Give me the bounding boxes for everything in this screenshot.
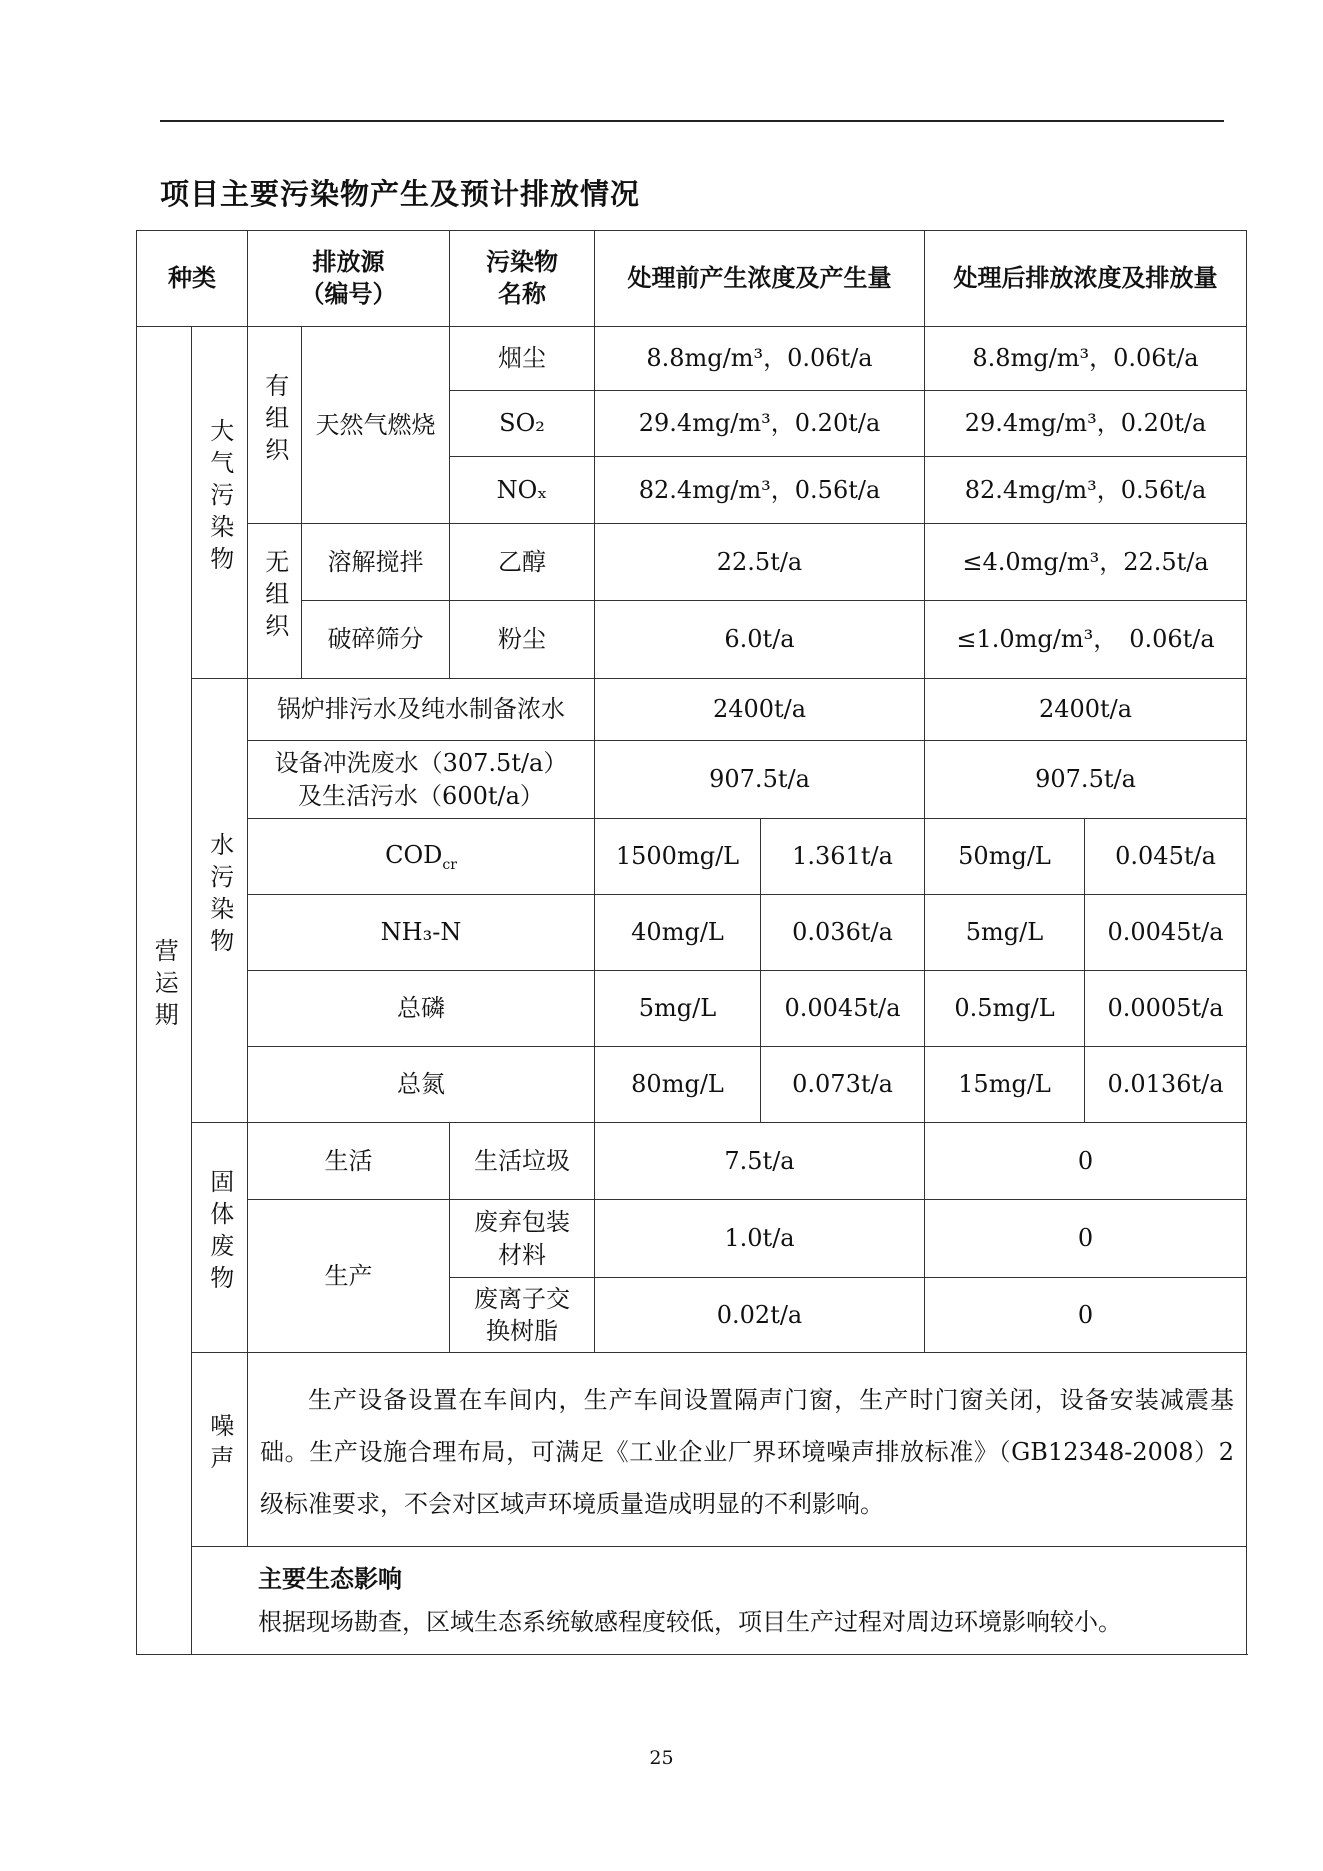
wash-name-line2: 及生活污水（600t/a） xyxy=(298,781,544,810)
header-pollutant-line1: 污染物 xyxy=(486,248,558,277)
table-row xyxy=(137,679,1247,741)
unorganized-cell xyxy=(248,524,302,679)
header-kind: 种类 xyxy=(137,231,248,327)
period-cell xyxy=(137,327,192,1655)
cod-name-main: COD xyxy=(385,840,443,869)
cod-name-sub: cr xyxy=(442,856,457,873)
tn-after-conc: 15mg/L xyxy=(925,1047,1085,1123)
table-row xyxy=(137,1200,1247,1278)
ecology-title: 主要生态影响 xyxy=(258,1565,402,1594)
tp-before-amt: 0.0045t/a xyxy=(761,971,925,1047)
nox-name: NOₓ xyxy=(450,457,595,524)
resin-name-line2: 换树脂 xyxy=(486,1317,558,1345)
table-row xyxy=(137,1547,1247,1655)
pack-after: 0 xyxy=(925,1200,1247,1278)
tp-name: 总磷 xyxy=(248,971,595,1047)
so2-name: SO₂ xyxy=(450,391,595,457)
pollutant-table xyxy=(136,230,1247,1655)
tn-after-amt: 0.0136t/a xyxy=(1085,1047,1247,1123)
ethanol-name: 乙醇 xyxy=(450,524,595,601)
organized-cell xyxy=(248,327,302,524)
cod-before-conc: 1500mg/L xyxy=(595,819,761,895)
dust-name: 粉尘 xyxy=(450,601,595,679)
ecology-cell xyxy=(192,1547,1247,1655)
nh3n-name: NH₃-N xyxy=(248,895,595,971)
so2-before: 29.4mg/m³，0.20t/a xyxy=(595,391,925,457)
pack-name-line2: 材料 xyxy=(498,1240,546,1269)
header-pollutant xyxy=(450,231,595,327)
wash-name xyxy=(248,741,595,819)
cod-after-conc: 50mg/L xyxy=(925,819,1085,895)
production-source: 生产 xyxy=(248,1200,450,1353)
unorganized-label: 无组织 xyxy=(260,548,289,645)
cod-after-amt: 0.045t/a xyxy=(1085,819,1247,895)
page-number: 25 xyxy=(649,1747,674,1769)
tn-before-conc: 80mg/L xyxy=(595,1047,761,1123)
period-label: 营运期 xyxy=(150,938,179,1035)
dust-before: 6.0t/a xyxy=(595,601,925,679)
table-row xyxy=(137,971,1247,1047)
table-row xyxy=(137,601,1247,679)
header-pollutant-line2: 名称 xyxy=(498,279,546,308)
nox-before: 82.4mg/m³，0.56t/a xyxy=(595,457,925,524)
life-source: 生活 xyxy=(248,1123,450,1200)
header-source-line2: （编号） xyxy=(300,279,397,308)
smoke-name: 烟尘 xyxy=(450,327,595,391)
solid-label: 固体废物 xyxy=(205,1169,234,1298)
tn-name: 总氮 xyxy=(248,1047,595,1123)
nh3n-after-amt: 0.0045t/a xyxy=(1085,895,1247,971)
air-category-cell xyxy=(192,327,248,679)
life-after: 0 xyxy=(925,1123,1247,1200)
wash-name-line1: 设备冲洗废水（307.5t/a） xyxy=(274,749,568,778)
ethanol-source: 溶解搅拌 xyxy=(302,524,450,601)
gas-source-cell xyxy=(302,327,450,524)
ecology-text: 根据现场勘查，区域生态系统敏感程度较低，项目生产过程对周边环境影响较小。 xyxy=(258,1607,1122,1636)
pack-name xyxy=(450,1200,595,1278)
table-row xyxy=(137,1353,1247,1547)
table-row xyxy=(137,741,1247,819)
so2-after: 29.4mg/m³，0.20t/a xyxy=(925,391,1247,457)
header-source xyxy=(248,231,450,327)
dust-source: 破碎筛分 xyxy=(302,601,450,679)
table-row xyxy=(137,1123,1247,1200)
boiler-before: 2400t/a xyxy=(595,679,925,741)
table-header-row xyxy=(137,231,1247,327)
nh3n-before-amt: 0.036t/a xyxy=(761,895,925,971)
resin-name-line1: 废离子交 xyxy=(474,1284,570,1313)
water-category-cell xyxy=(192,679,248,1123)
cod-before-amt: 1.361t/a xyxy=(761,819,925,895)
header-source-line1: 排放源 xyxy=(312,248,385,277)
noise-label: 噪声 xyxy=(205,1413,234,1478)
dust-after: ≤1.0mg/m³， 0.06t/a xyxy=(925,601,1247,679)
ethanol-before: 22.5t/a xyxy=(595,524,925,601)
tp-after-conc: 0.5mg/L xyxy=(925,971,1085,1047)
pack-before: 1.0t/a xyxy=(595,1200,925,1278)
boiler-after: 2400t/a xyxy=(925,679,1247,741)
header-after: 处理后排放浓度及排放量 xyxy=(925,231,1247,327)
nh3n-before-conc: 40mg/L xyxy=(595,895,761,971)
noise-text: 生产设备设置在车间内，生产车间设置隔声门窗，生产时门窗关闭，设备安装减震基础。生产设施合理布局，可满足《工业企业厂界环境噪声排放标准》（GB12348-2008）2级标准要求，不会对区域声环境质量造成明显的不利影响。 xyxy=(260,1385,1234,1518)
header-before: 处理前产生浓度及产生量 xyxy=(595,231,925,327)
noise-category-cell xyxy=(192,1353,248,1547)
cod-name xyxy=(248,819,595,895)
solid-category-cell xyxy=(192,1123,248,1353)
smoke-after: 8.8mg/m³，0.06t/a xyxy=(925,327,1247,391)
table-row xyxy=(137,1047,1247,1123)
table-row xyxy=(137,895,1247,971)
ethanol-after: ≤4.0mg/m³，22.5t/a xyxy=(925,524,1247,601)
noise-cell xyxy=(248,1353,1247,1547)
header-rule xyxy=(160,120,1224,122)
pack-name-line1: 废弃包装 xyxy=(474,1208,570,1237)
table-row xyxy=(137,524,1247,601)
air-label: 大气污染物 xyxy=(205,418,234,579)
resin-after: 0 xyxy=(925,1278,1247,1353)
nh3n-after-conc: 5mg/L xyxy=(925,895,1085,971)
gas-source-label: 天然气燃烧 xyxy=(315,410,436,439)
tp-before-conc: 5mg/L xyxy=(595,971,761,1047)
tp-after-amt: 0.0005t/a xyxy=(1085,971,1247,1047)
table-row xyxy=(137,327,1247,391)
life-before: 7.5t/a xyxy=(595,1123,925,1200)
tn-before-amt: 0.073t/a xyxy=(761,1047,925,1123)
water-label: 水污染物 xyxy=(205,832,234,961)
nox-after: 82.4mg/m³，0.56t/a xyxy=(925,457,1247,524)
boiler-name: 锅炉排污水及纯水制备浓水 xyxy=(248,679,595,741)
resin-before: 0.02t/a xyxy=(595,1278,925,1353)
wash-before: 907.5t/a xyxy=(595,741,925,819)
resin-name xyxy=(450,1278,595,1353)
table-row xyxy=(137,819,1247,895)
smoke-before: 8.8mg/m³，0.06t/a xyxy=(595,327,925,391)
wash-after: 907.5t/a xyxy=(925,741,1247,819)
page-title: 项目主要污染物产生及预计排放情况 xyxy=(160,177,641,211)
organized-label: 有组织 xyxy=(260,372,289,469)
life-name: 生活垃圾 xyxy=(450,1123,595,1200)
